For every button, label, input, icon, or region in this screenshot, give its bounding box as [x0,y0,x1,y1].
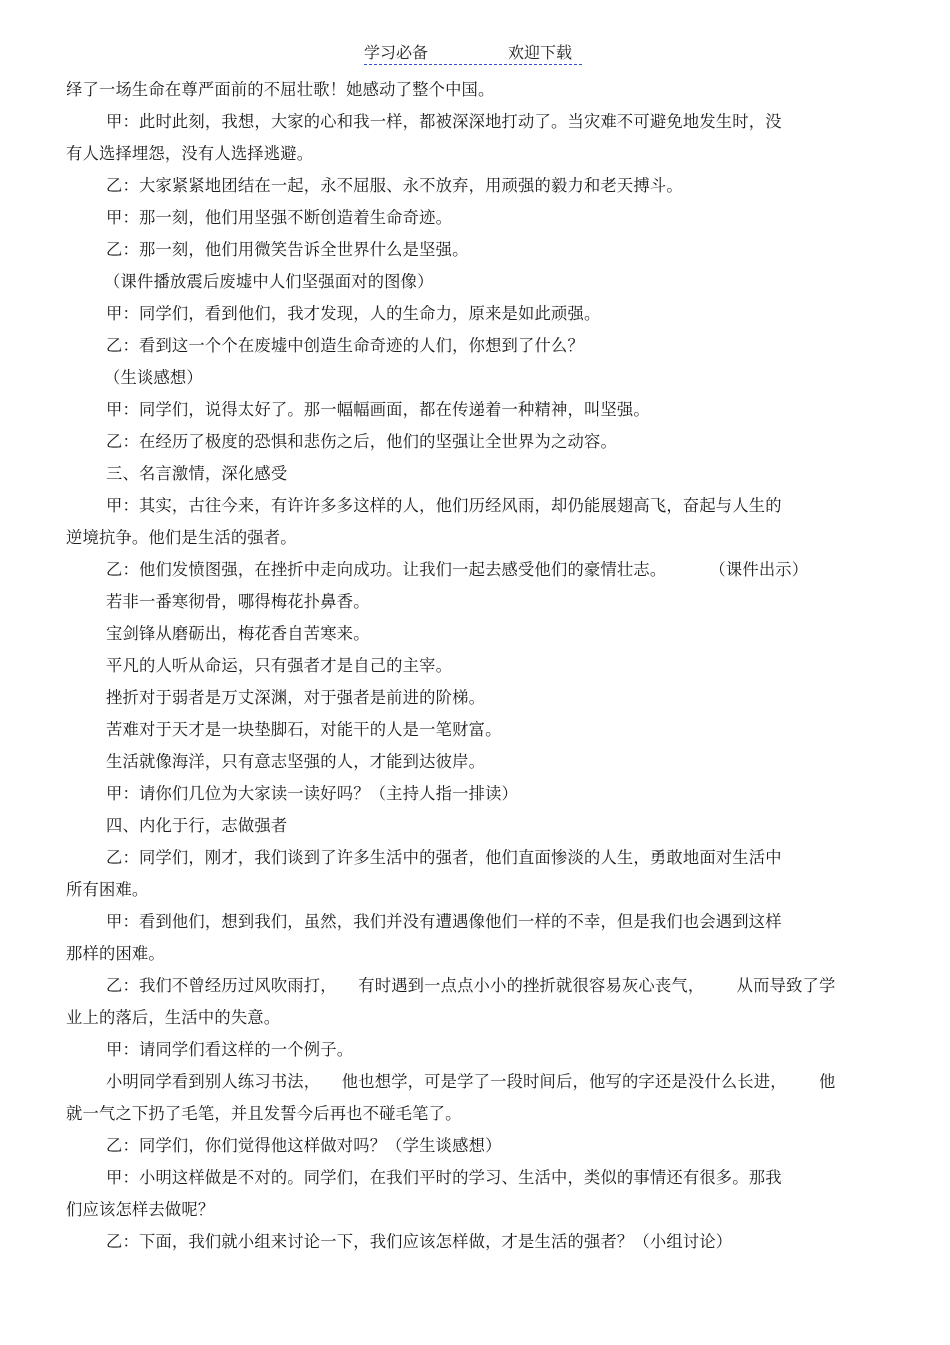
text-line: 乙：在经历了极度的恐惧和悲伤之后，他们的坚强让全世界为之动容。 [106,432,617,451]
text-line: 乙：下面，我们就小组来讨论一下，我们应该怎样做，才是生活的强者？（小组讨论） [106,1232,733,1251]
quote-line: 挫折对于弱者是万丈深渊，对于强者是前进的阶梯。 [106,688,486,707]
text-line: 甲：小明这样做是不对的。同学们，在我们平时的学习、生活中，类似的事情还有很多。那我 [106,1168,782,1187]
text-line: 甲：请同学们看这样的一个例子。 [106,1040,354,1059]
text-line: 业上的落后，生活中的失意。 [66,1008,281,1027]
text-line: 就一气之下扔了毛笔，并且发誓今后再也不碰毛笔了。 [66,1104,462,1123]
text-line: 乙：那一刻，他们用微笑告诉全世界什么是坚强。 [106,240,469,259]
page-header [0,42,950,68]
text-line: 们应该怎样去做呢？ [66,1200,215,1219]
text-line: 所有困难。 [66,880,149,899]
text-line: 甲：同学们，看到他们，我才发现，人的生命力，原来是如此顽强。 [106,304,601,323]
quote-line: 宝剑锋从磨砺出，梅花香自苦寒来。 [106,624,370,643]
text-line: 甲：请你们几位为大家读一读好吗？（主持人指一排读） [106,784,519,803]
text-line: （课件播放震后废墟中人们坚强面对的图像） [104,272,434,291]
quote-line: 苦难对于天才是一块垫脚石，对能干的人是一笔财富。 [106,720,502,739]
text-line: 小明同学看到别人练习书法， 他也想学，可是学了一段时间后，他写的字还是没什么长进， 他 [106,1072,836,1091]
text-line: 有人选择埋怨，没有人选择逃避。 [66,144,314,163]
text-line: （生谈感想） [104,368,203,387]
quote-line: 平凡的人听从命运，只有强者才是自己的主宰。 [106,656,453,675]
text-line: 乙：同学们，刚才，我们谈到了许多生活中的强者，他们直面惨淡的人生，勇敢地面对生活中 [106,848,782,867]
text-line: 逆境抗争。他们是生活的强者。 [66,528,297,547]
header-right-text: 欢迎下载 [508,43,573,62]
text-line: 那样的困难。 [66,944,165,963]
quote-line: 若非一番寒彻骨，哪得梅花扑鼻香。 [106,592,370,611]
text-line: 乙：我们不曾经历过风吹雨打， 有时遇到一点点小小的挫折就很容易灰心丧气， 从而导致了学 [106,976,836,995]
text-line: 甲：同学们，说得太好了。那一幅幅画面，都在传递着一种精神，叫坚强。 [106,400,650,419]
text-line: 绎了一场生命在尊严面前的不屈壮歌！她感动了整个中国。 [66,80,495,99]
section-heading: 三、名言激情，深化感受 [106,464,288,483]
text-line: 甲：其实，古往今来，有许许多多这样的人，他们历经风雨，却仍能展翅高飞，奋起与人生的 [106,496,782,515]
text-line: 甲：此时此刻，我想，大家的心和我一样，都被深深地打动了。当灾难不可避免地发生时，没 [106,112,782,131]
document-body [66,74,886,1258]
text-line: 乙：同学们，你们觉得他这样做对吗？（学生谈感想） [106,1136,502,1155]
text-line: 乙：他们发愤图强，在挫折中走向成功。让我们一起去感受他们的豪情壮志。 （课件出示） [106,560,809,579]
header-underline [364,64,582,65]
quote-line: 生活就像海洋，只有意志坚强的人，才能到达彼岸。 [106,752,486,771]
header-left-text: 学习必备 [364,43,429,62]
text-line: 乙：看到这一个个在废墟中创造生命奇迹的人们，你想到了什么？ [106,336,584,355]
text-line: 甲：那一刻，他们用坚强不断创造着生命奇迹。 [106,208,453,227]
section-heading: 四、内化于行，志做强者 [106,816,288,835]
text-line: 甲：看到他们，想到我们，虽然，我们并没有遭遇像他们一样的不幸，但是我们也会遇到这样 [106,912,782,931]
text-line: 乙：大家紧紧地团结在一起，永不屈服、永不放弃，用顽强的毅力和老天搏斗。 [106,176,683,195]
